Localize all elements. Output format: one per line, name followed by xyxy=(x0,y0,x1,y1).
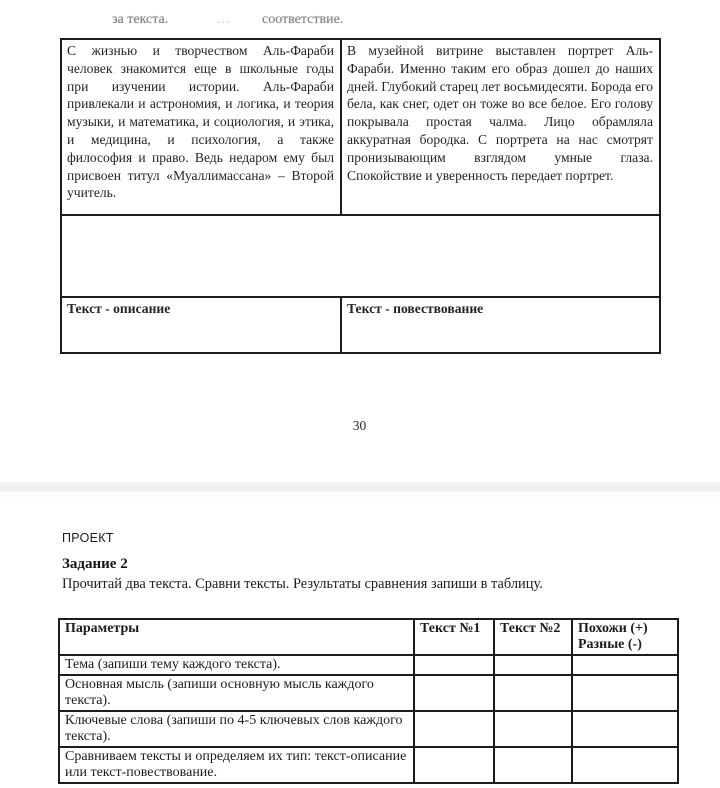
table-row xyxy=(59,747,678,783)
table-row xyxy=(59,675,678,711)
empty-cell xyxy=(414,675,494,711)
cropped-text-line xyxy=(0,15,720,32)
header-different-line: Разные (-) xyxy=(578,637,642,652)
row-label-theme: Тема (запиши тему каждого текста). xyxy=(59,655,414,675)
text-comparison-table xyxy=(60,38,661,354)
task-title: Задание 2 xyxy=(62,556,128,572)
empty-cell xyxy=(494,655,572,675)
label-text-description: Текст - описание xyxy=(61,297,341,353)
row-label-text-type: Сравниваем тексты и определяем их тип: текст-описание или текст-повествование. xyxy=(59,747,414,783)
empty-cell xyxy=(494,747,572,783)
empty-cell xyxy=(572,655,678,675)
header-text2: Текст №2 xyxy=(494,619,572,655)
parameters-table xyxy=(58,618,679,784)
empty-cell xyxy=(414,655,494,675)
empty-cell xyxy=(572,747,678,783)
empty-cell xyxy=(494,711,572,747)
page-number: 30 xyxy=(352,418,367,433)
project-label: ПРОЕКТ xyxy=(62,531,114,545)
empty-cell xyxy=(494,675,572,711)
page-separator-band xyxy=(0,482,720,492)
text-cell-description: С жизнью и творчеством Аль-Фараби человек знакомится еще в школьные годы при изучении истории. Аль-Фараби привлекали и астрономия, и логика, и теория музыки, и математика, и социология, и этика, и медицина, и психология, а также философия и право. Ведь недаром ему был присвоен титул «Муаллимассана» – Второй учитель. xyxy=(61,39,341,215)
text-cell-narration: В музейной витрине выставлен портрет Аль-Фараби. Именно таким его образ дошел до наших дней. Глубокий старец лет восьмидесяти. Борода его бела, как снег, одет он тоже во все белое. Его голову покрывала простая чалма. Лицо обрамляла аккуратная бородка. С портрета на нас смотрят пронизывающим взглядом умные глаза. Спокойствие и уверенность передает портрет. xyxy=(341,39,660,215)
empty-cell xyxy=(572,675,678,711)
label-text-narration: Текст - повествование xyxy=(341,297,660,353)
table-row xyxy=(59,655,678,675)
header-parameters: Параметры xyxy=(59,619,414,655)
table-row xyxy=(59,711,678,747)
page-separator-band-light xyxy=(0,494,720,497)
task-instruction: Прочитай два текста. Сравни тексты. Результаты сравнения запиши в таблицу. xyxy=(62,576,543,592)
empty-cell xyxy=(414,711,494,747)
cropped-text-fragment-left: за текста. xyxy=(112,15,169,27)
header-text1: Текст №1 xyxy=(414,619,494,655)
empty-answer-space xyxy=(61,215,660,297)
header-similar-line: Похожи (+) xyxy=(578,621,648,636)
row-label-keywords: Ключевые слова (запиши по 4-5 ключевых слов каждого текста). xyxy=(59,711,414,747)
row-label-main-idea: Основная мысль (запиши основную мысль каждого текста). xyxy=(59,675,414,711)
header-similar-different xyxy=(572,619,678,655)
cropped-text-fragment-right: соответствие. xyxy=(262,15,344,27)
empty-cell xyxy=(572,711,678,747)
empty-cell xyxy=(414,747,494,783)
cropped-text-fragment-middle: … xyxy=(216,15,234,27)
